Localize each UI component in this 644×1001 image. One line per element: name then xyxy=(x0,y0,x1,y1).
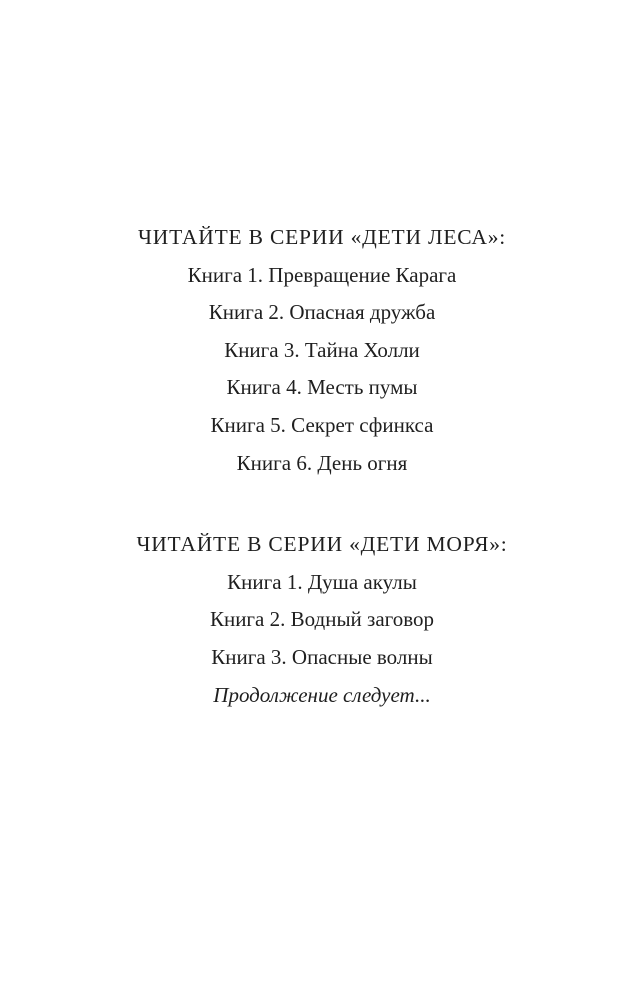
book-list-item: Книга 1. Превращение Карага xyxy=(187,262,457,287)
continuation-note: Продолжение следует... xyxy=(213,682,431,707)
series-section-forest xyxy=(0,219,644,482)
book-list-item: Книга 3. Опасные волны xyxy=(211,644,433,669)
book-list-item: Книга 4. Месть пумы xyxy=(226,375,418,400)
book-list-item: Книга 2. Опасная дружба xyxy=(208,300,436,325)
book-list-item: Книга 2. Водный заговор xyxy=(209,607,435,632)
series-sea-heading: ЧИТАЙТЕ В СЕРИИ «ДЕТИ МОРЯ»: xyxy=(136,532,508,557)
series-forest-heading: ЧИТАЙТЕ В СЕРИИ «ДЕТИ ЛЕСА»: xyxy=(137,225,507,249)
book-list-item: Книга 5. Секрет сфинкса xyxy=(210,412,434,437)
series-section-sea xyxy=(0,526,644,714)
book-list-item: Книга 1. Душа акулы xyxy=(227,569,417,594)
book-list-item: Книга 6. День огня xyxy=(236,450,408,475)
book-list-item: Книга 3. Тайна Холли xyxy=(224,337,420,362)
